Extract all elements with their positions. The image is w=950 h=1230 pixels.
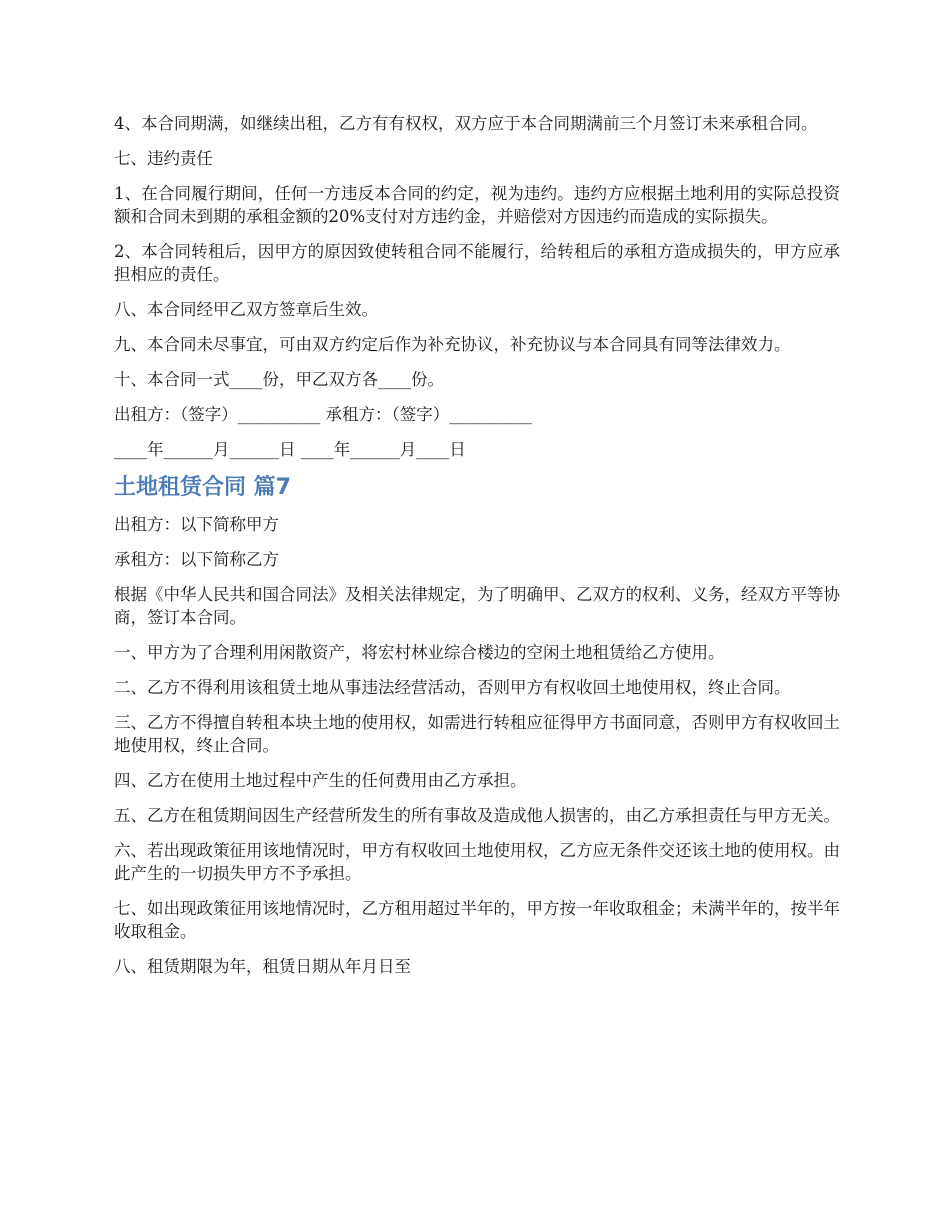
clause-breach-2: 2、本合同转租后，因甲方的原因致使转租合同不能履行，给转租后的承租方造成损失的，甲方应承担相应的责任。 bbox=[114, 242, 840, 284]
document-body bbox=[114, 112, 840, 990]
clause-5: 五、乙方在租赁期间因生产经营所发生的所有事故及造成他人损害的，由乙方承担责任与甲方无关。 bbox=[114, 806, 840, 825]
clause-1: 一、甲方为了合理利用闲散资产，将宏村林业综合楼边的空闲土地租赁给乙方使用。 bbox=[114, 643, 725, 662]
signature-line: 出租方：（签字）__________ 承租方：（签字）__________ bbox=[114, 405, 532, 424]
preamble: 根据《中华人民共和国合同法》及相关法律规定，为了明确甲、乙双方的权利、义务，经双方平等协商，签订本合同。 bbox=[114, 585, 840, 627]
clause-6: 六、若出现政策征用该地情况时，甲方有权收回土地使用权，乙方应无条件交还该土地的使用权。由此产生的一切损失甲方不予承担。 bbox=[114, 841, 840, 883]
clause-breach-1: 1、在合同履行期间，任何一方违反本合同的约定，视为违约。违约方应根据土地利用的实际总投资额和合同未到期的承租金额的20%支付对方违约金，并赔偿对方因违约而造成的实际损失。 bbox=[114, 184, 840, 226]
clause-renewal: 4、本合同期满，如继续出租，乙方有有权权，双方应于本合同期满前三个月签订未来承租合同。 bbox=[114, 114, 818, 133]
clause-copies: 十、本合同一式____份，甲乙双方各____份。 bbox=[114, 370, 444, 389]
section-breach-title: 七、违约责任 bbox=[114, 149, 213, 168]
clause-4: 四、乙方在使用土地过程中产生的任何费用由乙方承担。 bbox=[114, 771, 527, 790]
clause-8: 八、租赁期限为年，租赁日期从年月日至 bbox=[114, 957, 411, 976]
clause-supplement: 九、本合同未尽事宜，可由双方约定后作为补充协议，补充协议与本合同具有同等法律效力。 bbox=[114, 335, 791, 354]
lessee-line: 承租方：以下简称乙方 bbox=[114, 550, 279, 569]
clause-effective: 八、本合同经甲乙双方签章后生效。 bbox=[114, 300, 378, 319]
clause-2: 二、乙方不得利用该租赁土地从事违法经营活动，否则甲方有权收回土地使用权，终止合同。 bbox=[114, 678, 791, 697]
clause-3: 三、乙方不得擅自转租本块土地的使用权，如需进行转租应征得甲方书面同意，否则甲方有权收回土地使用权，终止合同。 bbox=[114, 713, 840, 755]
section-heading: 土地租赁合同 篇7 bbox=[114, 475, 291, 500]
date-line: ____年______月______日 ____年______月____日 bbox=[114, 440, 466, 459]
clause-7: 七、如出现政策征用该地情况时，乙方租用超过半年的，甲方按一年收取租金；未满半年的，按半年收取租金。 bbox=[114, 899, 840, 941]
lessor-line: 出租方：以下简称甲方 bbox=[114, 515, 279, 534]
